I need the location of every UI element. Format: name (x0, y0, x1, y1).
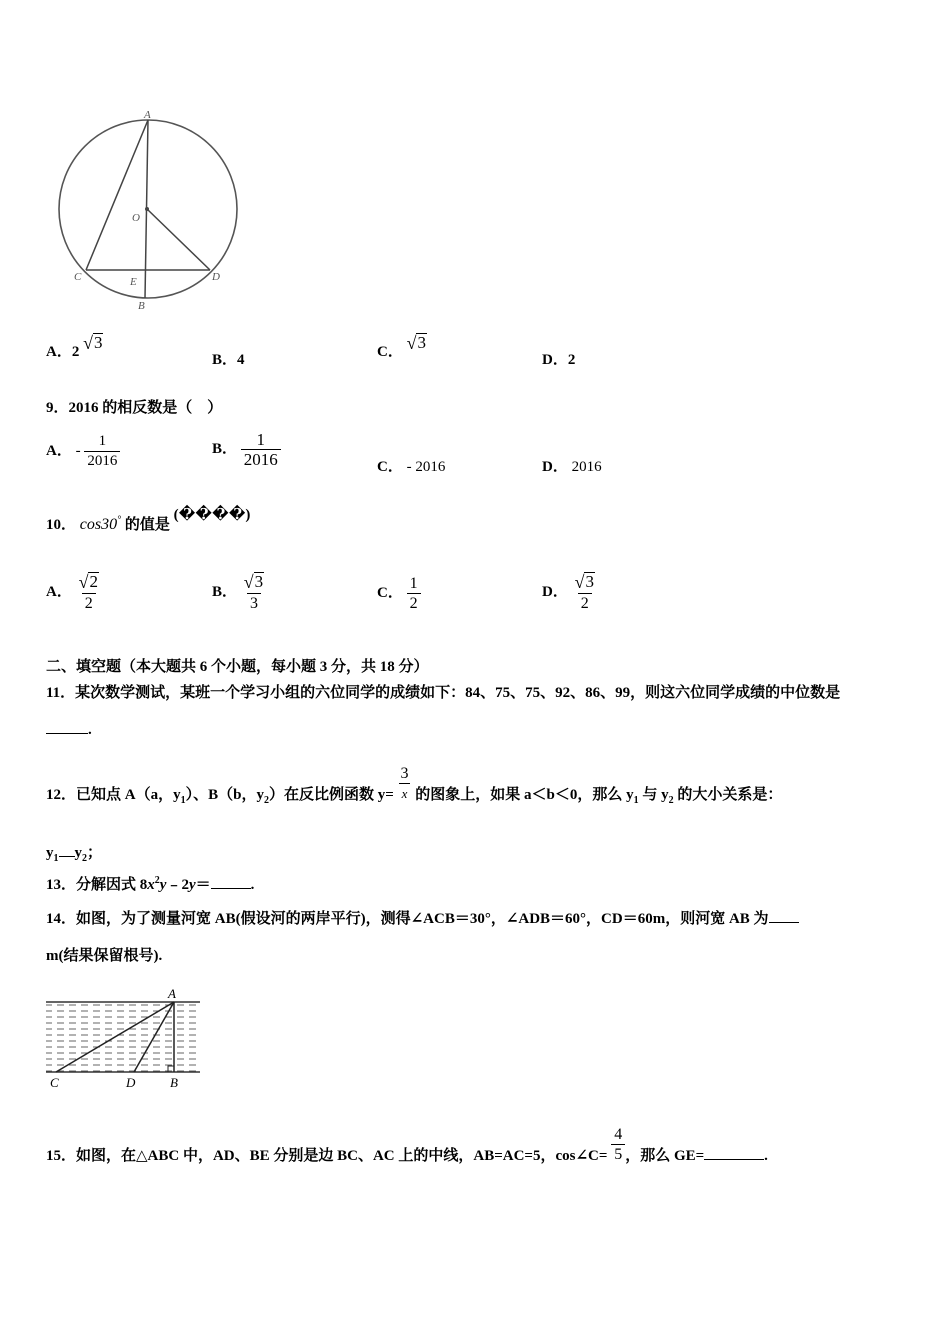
label-a: A (144, 109, 151, 121)
q10-stem (46, 507, 251, 534)
q9-option-a-fraction: $\frac{1}{2016}$ (84, 432, 120, 471)
q8-option-b[interactable] (212, 348, 245, 369)
q8-option-d-value: 2 (567, 352, 576, 368)
q14-river-figure (44, 984, 204, 1094)
q10-option-a-fraction: √ 2 2 (78, 572, 98, 612)
label-d: D (126, 1075, 136, 1090)
label-e: E (130, 276, 137, 288)
q9-option-c-letter: C． (377, 459, 403, 475)
q10-garbled-text: (����) (173, 507, 251, 523)
q12-answer-blank[interactable] (59, 842, 75, 857)
q15-stem: 15．如图，在△ABC 中，AD、BE 分别是边 BC、AC 上的中线，AB=AC=5，cos∠C= $\frac{4}{5}$ ，那么 GE= . (46, 1126, 768, 1164)
point-o (145, 207, 149, 211)
q10-option-b-letter: B． (212, 583, 238, 600)
q9-option-c-value: - 2016 (406, 459, 446, 475)
q13-stem: 13．分解因式 $8x^2y﹣2y=$ . (46, 875, 255, 893)
label-b: B (170, 1075, 178, 1090)
q10-option-b-fraction: √ 3 3 (243, 572, 264, 612)
q9-option-d[interactable] (542, 455, 602, 476)
q12-answer-line: $y_1$ $y_2$； (46, 841, 102, 864)
q8-option-a-prefix: 2 (71, 344, 80, 360)
q8-option-c[interactable] (377, 333, 427, 361)
q9-option-d-letter: D． (542, 459, 568, 475)
q10-option-c[interactable] (377, 574, 421, 613)
q10-option-a-letter: A． (46, 583, 72, 600)
q8-option-c-letter: C． (377, 344, 403, 360)
q10-option-d[interactable] (542, 572, 598, 613)
q15-fraction: $\frac{4}{5}$ (611, 1125, 625, 1164)
q9-option-c[interactable] (377, 455, 445, 476)
q11-period: . (88, 722, 92, 738)
q9-option-b-letter: B． (212, 440, 238, 457)
q8-circle-figure (50, 105, 270, 315)
q11-line1: 11．某次数学测试，某班一个学习小组的六位同学的成绩如下：84、75、75、92、86、99，则这六位同学成绩的中位数是 (46, 685, 841, 701)
q10-expression: cos30° (79, 514, 122, 533)
q8-option-b-value: 4 (237, 352, 245, 368)
q10-option-d-fraction: √ 3 2 (574, 572, 594, 612)
q9-option-a[interactable] (46, 432, 120, 471)
q9-option-b[interactable] (212, 430, 281, 469)
q8-option-a[interactable] (46, 333, 103, 361)
q15-answer-blank[interactable] (704, 1145, 764, 1160)
q10-option-a[interactable] (46, 572, 102, 613)
segment-ac (86, 120, 148, 270)
q10-option-d-letter: D． (542, 583, 568, 600)
q10-option-b[interactable] (212, 572, 267, 613)
q13-answer-blank[interactable] (211, 874, 251, 889)
q10-stem-tail: 的值是 (124, 517, 170, 533)
label-c: C (50, 1075, 59, 1090)
label-b: B (138, 300, 145, 312)
q11-line2 (46, 719, 92, 739)
q8-option-a-letter: A． (46, 344, 72, 360)
q9-option-d-value: 2016 (571, 459, 602, 475)
q8-option-a-sqrt: √ 3 (83, 333, 103, 353)
q9-option-a-letter: A． (46, 442, 72, 459)
q10-option-c-fraction: $\frac{1}{2}$ (407, 574, 421, 613)
q8-option-b-letter: B． (212, 352, 238, 368)
q12-stem: 12．已知点 A（a，$y_1$）、B（b，$y_2$）在反比例函数 y= $\frac{3}{x}$ 的图象上，如果 a＜b＜0，那么 $y_1$ 与 $y_2$ 的大小关系是： (46, 765, 783, 806)
q10-option-c-letter: C． (377, 584, 403, 601)
q9-stem: 9．2016 的相反数是（ ） (46, 400, 223, 416)
label-d: D (212, 271, 220, 283)
label-a: A (168, 986, 176, 1001)
q14-line2: m(结果保留根号). (46, 948, 163, 964)
q8-option-c-sqrt: √ 3 (406, 333, 426, 353)
label-o: O (132, 212, 140, 224)
q12-fraction: $\frac{3}{x}$ (400, 765, 409, 801)
q8-option-d[interactable] (542, 348, 575, 369)
q14-line1: 14．如图，为了测量河宽 AB(假设河的两岸平行)，测得∠ACB＝30°，∠ADB＝60°，CD＝60m，则河宽 AB 为 (46, 907, 799, 928)
label-c: C (74, 271, 82, 283)
segment-od (147, 209, 210, 270)
q11-answer-blank[interactable] (46, 719, 88, 734)
q9-option-a-sign: - (75, 442, 81, 459)
q10-number: 10． (46, 517, 77, 533)
section-2-heading: 二、填空题（本大题共 6 个小题，每小题 3 分，共 18 分） (46, 659, 429, 675)
q8-option-d-letter: D． (542, 352, 568, 368)
river-water (46, 1002, 198, 1072)
q9-option-b-fraction: $\frac{1}{2016}$ (241, 430, 281, 469)
q14-answer-blank[interactable] (769, 908, 799, 923)
